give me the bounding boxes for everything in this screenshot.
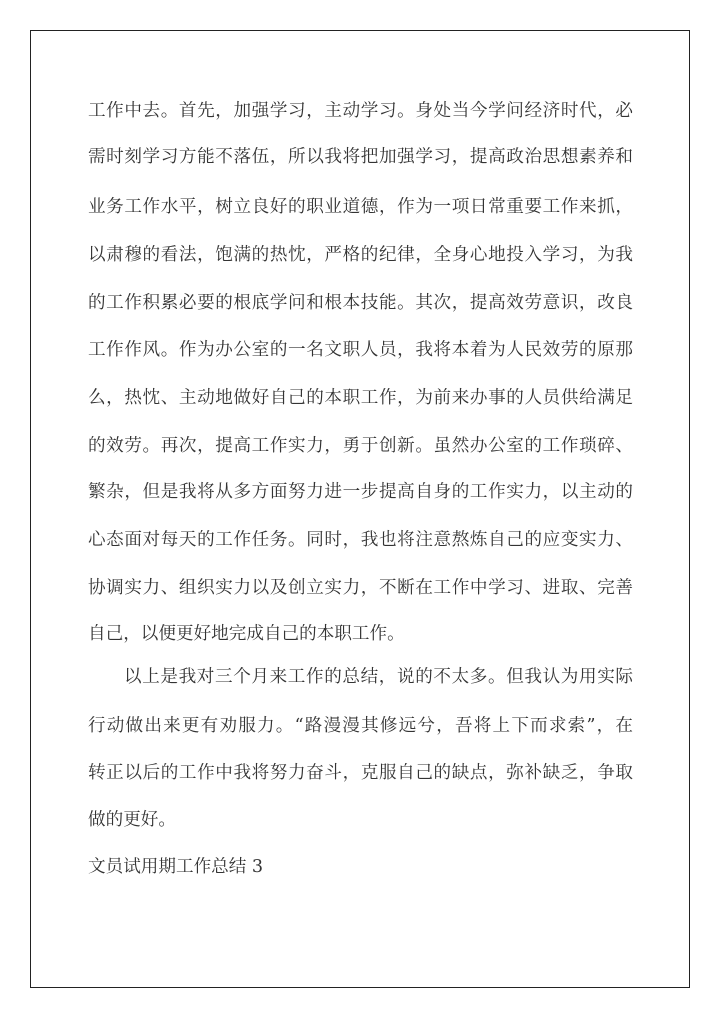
paragraph-line: 业务工作水平，树立良好的职业道德，作为一项日常重要工作来抓， — [88, 197, 633, 217]
page-border — [30, 30, 690, 988]
paragraph-line: 转正以后的工作中我将努力奋斗，克服自己的缺点，弥补缺乏，争取 — [88, 763, 633, 783]
paragraph-line: 行动做出来更有劝服力。“路漫漫其修远兮，吾将上下而求索”，在 — [88, 716, 633, 736]
paragraph-line: 自己，以便更好地完成自己的本职工作。 — [88, 624, 405, 644]
paragraph-line: 的效劳。再次，提高工作实力，勇于创新。虽然办公室的工作琐碎、 — [88, 436, 633, 456]
paragraph-line: 以肃穆的看法，饱满的热忱，严格的纪律，全身心地投入学习，为我 — [88, 245, 633, 265]
paragraph-line: 么，热忱、主动地做好自己的本职工作，为前来办事的人员供给满足 — [88, 388, 633, 408]
paragraph-line: 需时刻学习方能不落伍，所以我将把加强学习，提高政治思想素养和 — [88, 147, 633, 167]
paragraph-line: 工作中去。首先，加强学习，主动学习。身处当今学问经济时代，必 — [88, 101, 633, 121]
paragraph-line: 心态面对每天的工作任务。同时，我也将注意熬炼自己的应变实力、 — [88, 530, 633, 550]
paragraph-line: 的工作积累必要的根底学问和根本技能。其次，提高效劳意识，改良 — [88, 293, 633, 313]
paragraph-line: 工作作风。作为办公室的一名文职人员，我将本着为人民效劳的原那 — [88, 340, 633, 360]
paragraph-line: 繁杂，但是我将从多方面努力进一步提高自身的工作实力，以主动的 — [88, 482, 633, 502]
paragraph-line: 协调实力、组织实力以及创立实力，不断在工作中学习、进取、完善 — [88, 578, 633, 598]
paragraph-line: 做的更好。 — [88, 810, 176, 830]
section-heading: 文员试用期工作总结 3 — [88, 857, 264, 877]
paragraph-line: 以上是我对三个月来工作的总结，说的不太多。但我认为用实际 — [124, 667, 633, 687]
